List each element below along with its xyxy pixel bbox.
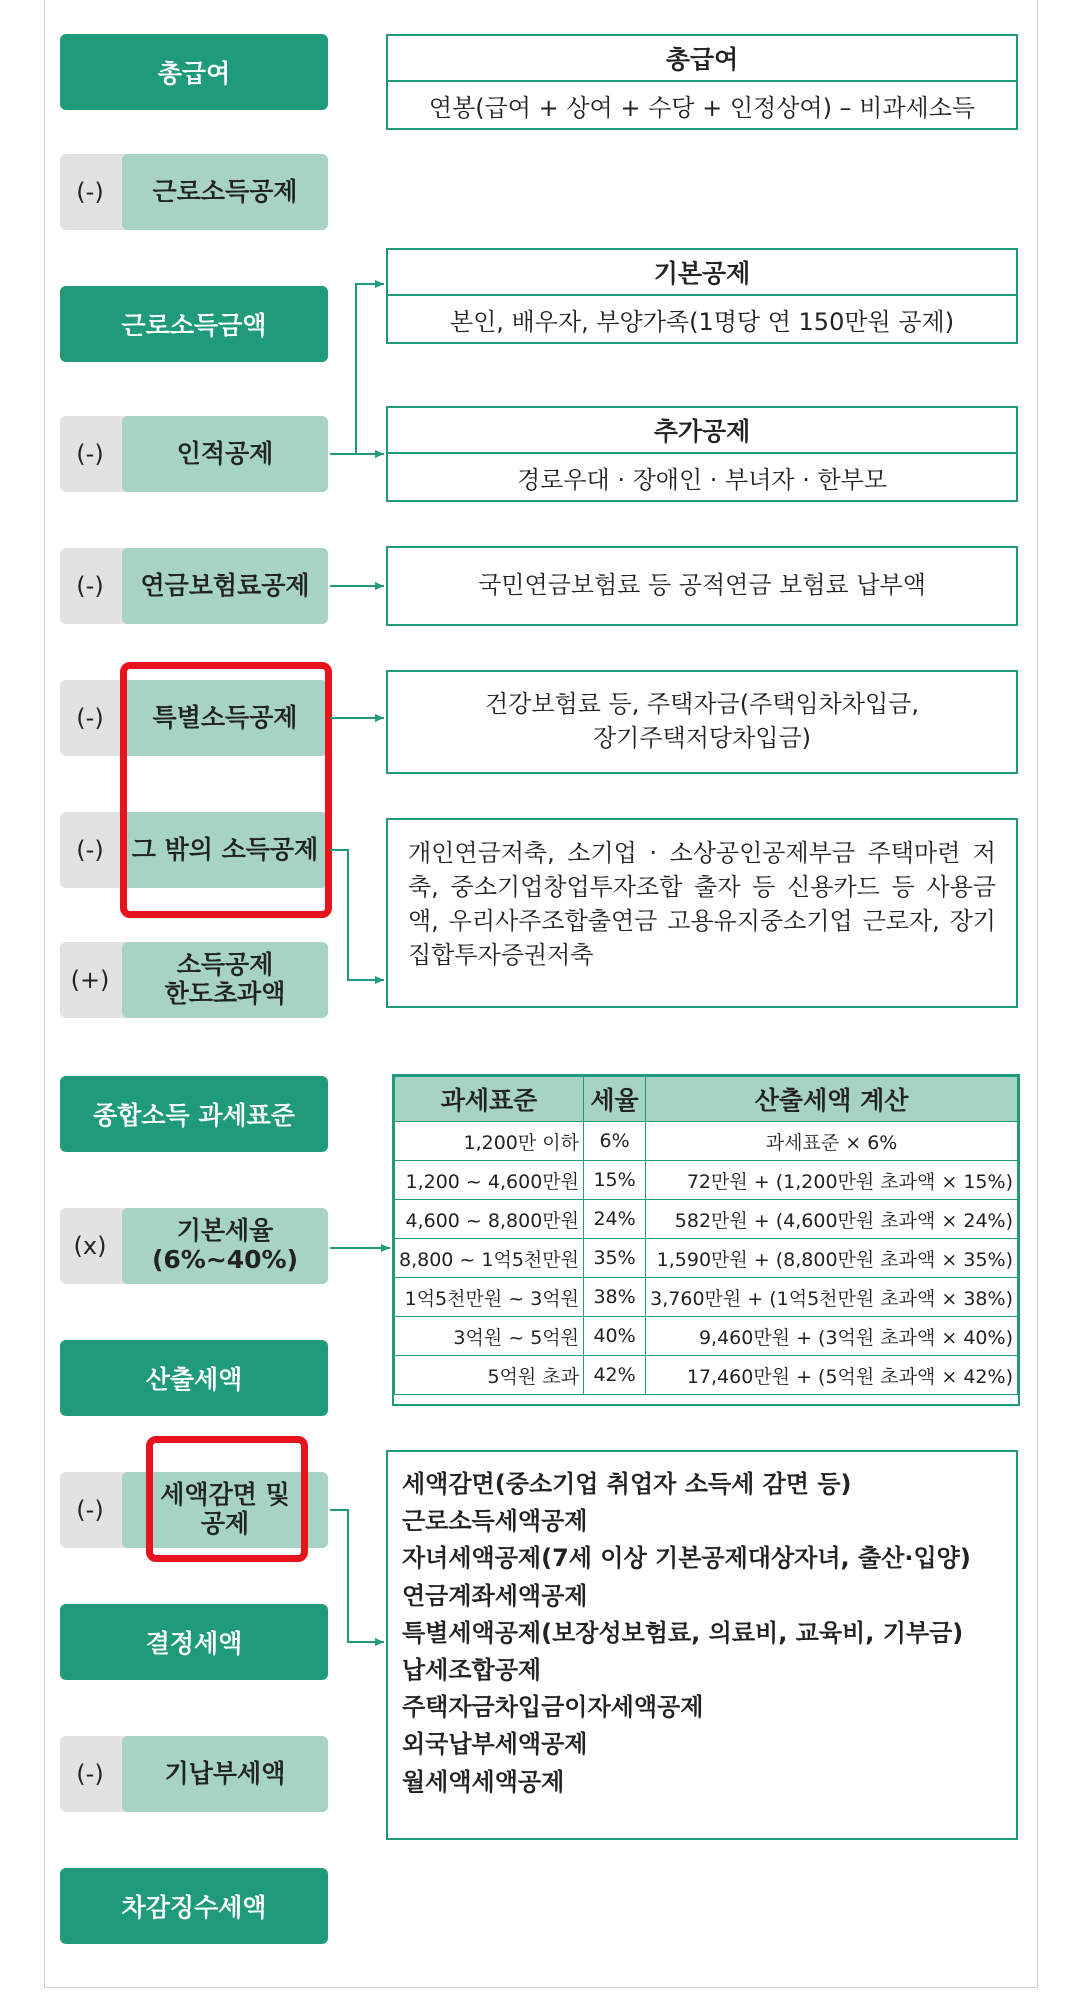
table-row [395, 1356, 1018, 1395]
tax-credit-label-line1: 세액감면 및 [160, 1480, 290, 1510]
basic-rate-box [60, 1208, 328, 1284]
additional-deduction-title: 추가공제 [388, 408, 1016, 454]
table-row [395, 1317, 1018, 1356]
table-cell-rate: 6% [584, 1122, 646, 1161]
minus-sign: (-) [76, 572, 104, 600]
list-item: 주택자금차입금이자세액공제 [402, 1693, 704, 1722]
personal-deduction-label: 인적공제 [122, 416, 328, 492]
table-cell-rate: 40% [584, 1317, 646, 1356]
list-item: 월세액세액공제 [402, 1767, 565, 1796]
table-header-calculation: 산출세액 계산 [646, 1077, 1018, 1122]
plus-sign: (+) [70, 966, 110, 994]
table-cell-formula: 72만원 + (1,200만원 초과액 × 15%) [646, 1161, 1018, 1200]
table-cell-rate: 42% [584, 1356, 646, 1395]
pension-description-box: 국민연금보험료 등 공적연금 보험료 납부액 [386, 546, 1018, 626]
table-cell-bracket: 1,200 ~ 4,600만원 [395, 1161, 584, 1200]
table-row [395, 1122, 1018, 1161]
basic-deduction-body: 본인, 배우자, 부양가족(1명당 연 150만원 공제) [449, 307, 955, 336]
tax-credit-label-line2: 공제 [200, 1509, 250, 1538]
highlight-box-tax-credit [146, 1436, 308, 1562]
table-cell-formula: 9,460만원 + (3억원 초과액 × 40%) [646, 1317, 1018, 1356]
basic-deduction-title: 기본공제 [388, 250, 1016, 296]
table-cell-formula: 17,460만원 + (5억원 초과액 × 42%) [646, 1356, 1018, 1395]
pension-deduction-box [60, 548, 328, 624]
pension-deduction-label: 연금보험료공제 [122, 548, 328, 624]
table-cell-bracket: 4,600 ~ 8,800만원 [395, 1200, 584, 1239]
table-cell-bracket: 1,200만 이하 [395, 1122, 584, 1161]
table-cell-formula: 과세표준 × 6% [646, 1122, 1018, 1161]
multiply-sign: (x) [73, 1232, 107, 1260]
minus-sign: (-) [76, 1496, 104, 1524]
earned-income-deduction-box [60, 154, 328, 230]
tax-base-box: 종합소득 과세표준 [60, 1076, 328, 1152]
additional-deduction-box [386, 406, 1018, 502]
other-deduction-label: 그 밖의 소득공제 [122, 812, 328, 888]
basic-rate-label-line2: (6%~40%) [151, 1245, 299, 1274]
gross-pay-definition-body: 연봉(급여 + 상여 + 수당 + 인정상여) – 비과세소득 [428, 93, 976, 122]
minus-sign: (-) [76, 440, 104, 468]
earned-income-amount-box: 근로소득금액 [60, 286, 328, 362]
highlight-box-income-deductions [120, 662, 332, 918]
list-item: 근로소득세액공제 [402, 1507, 588, 1536]
table-row [395, 1239, 1018, 1278]
table-cell-rate: 15% [584, 1161, 646, 1200]
basic-rate-label-line1: 기본세율 [176, 1216, 274, 1246]
minus-sign: (-) [76, 704, 104, 732]
calculated-tax-box: 산출세액 [60, 1340, 328, 1416]
limit-excess-label-line1: 소득공제 [176, 950, 274, 980]
gross-pay-definition-title: 총급여 [388, 36, 1016, 82]
table-cell-rate: 24% [584, 1200, 646, 1239]
list-item: 연금계좌세액공제 [402, 1581, 588, 1610]
minus-sign: (-) [76, 1760, 104, 1788]
other-deduction-description-box: 개인연금저축, 소기업 · 소상공인공제부금 주택마련 저축, 중소기업창업투자조합 출자 등 신용카드 등 사용금액, 우리사주조합출연금 고용유지중소기업 근로자, 장기집합투자증권저축 [386, 818, 1018, 1008]
additional-deduction-body: 경로우대 · 장애인 · 부녀자 · 한부모 [516, 465, 888, 494]
minus-sign: (-) [76, 178, 104, 206]
limit-excess-label-line2: 한도초과액 [164, 979, 286, 1008]
table-cell-rate: 35% [584, 1239, 646, 1278]
special-deduction-description-box [386, 670, 1018, 774]
table-cell-formula: 582만원 + (4,600만원 초과액 × 24%) [646, 1200, 1018, 1239]
gross-pay-box: 총급여 [60, 34, 328, 110]
list-item: 세액감면(중소기업 취업자 소득세 감면 등) [402, 1470, 852, 1498]
limit-excess-label [122, 942, 328, 1018]
basic-rate-label [122, 1208, 328, 1284]
table-cell-bracket: 1억5천만원 ~ 3억원 [395, 1278, 584, 1317]
table-cell-rate: 38% [584, 1278, 646, 1317]
list-item: 특별세액공제(보장성보험료, 의료비, 교육비, 기부금) [402, 1618, 964, 1647]
table-row [395, 1161, 1018, 1200]
table-cell-bracket: 3억원 ~ 5억원 [395, 1317, 584, 1356]
list-item: 외국납부세액공제 [402, 1730, 588, 1759]
prepaid-tax-label: 기납부세액 [122, 1736, 328, 1812]
table-header-rate: 세율 [584, 1077, 646, 1122]
table-cell-bracket: 8,800 ~ 1억5천만원 [395, 1239, 584, 1278]
special-description-line2: 장기주택저당차입금) [592, 724, 811, 752]
table-row [395, 1200, 1018, 1239]
tax-rate-table [394, 1076, 1018, 1395]
table-cell-formula: 1,590만원 + (8,800만원 초과액 × 35%) [646, 1239, 1018, 1278]
determined-tax-box: 결정세액 [60, 1604, 328, 1680]
list-item: 자녀세액공제(7세 이상 기본공제대상자녀, 출산·입양) [402, 1544, 971, 1573]
limit-excess-box [60, 942, 328, 1018]
table-row [395, 1278, 1018, 1317]
final-tax-box: 차감징수세액 [60, 1868, 328, 1944]
special-deduction-label: 특별소득공제 [122, 680, 328, 756]
table-header-tax-base: 과세표준 [395, 1077, 584, 1122]
personal-deduction-box [60, 416, 328, 492]
table-cell-formula: 3,760만원 + (1억5천만원 초과액 × 38%) [646, 1278, 1018, 1317]
list-item: 납세조합공제 [402, 1655, 542, 1684]
gross-pay-definition-box [386, 34, 1018, 130]
tax-credit-list-box [386, 1450, 1018, 1840]
special-description-line1: 건강보험료 등, 주택자금(주택임차차입금, [484, 690, 919, 719]
prepaid-tax-box [60, 1736, 328, 1812]
minus-sign: (-) [76, 836, 104, 864]
earned-income-deduction-label: 근로소득공제 [122, 154, 328, 230]
basic-deduction-box [386, 248, 1018, 344]
table-cell-bracket: 5억원 초과 [395, 1356, 584, 1395]
